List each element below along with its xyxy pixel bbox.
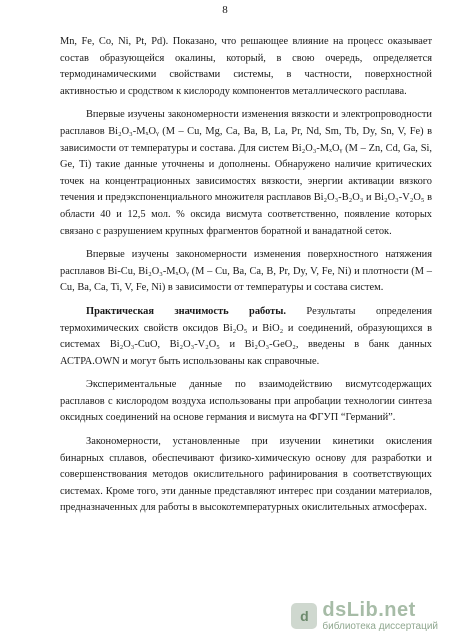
page-number: 8 [222,4,228,16]
paragraph-3: Впервые изучены закономерности изменения поверхностного натяжения расплавов Bi-Cu, Bi₂O₃-MₓOᵧ (M – Cu, Ba, Ca, B, Pr, Dy, V, Fe, Ni) и плотности (M – Cu, Ba, Ca, Ti, V, Fe, Ni) в зависимости от температуры и состава систем. [60,249,432,294]
watermark-brand: dsLib.net [322,599,416,621]
dslib-watermark [291,600,438,632]
document-body [60,34,432,524]
dslib-logo-icon: d [291,603,317,629]
paragraph-6: Закономерности, установленные при изучении кинетики окисления бинарных сплавов, обеспечивают физико-химическую основу для разработки и совершенствования методов окислительного рафинирования в соответствующих системах. Кроме того, эти данные представляют интерес при создании материалов, предназначенных для работы в высокотемпературных окислительных атмосферах. [60,436,432,514]
paragraph-1: Mn, Fe, Co, Ni, Pt, Pd). Показано, что решающее влияние на процесс оказывает состав образующейся окалины, который, в свою очередь, определяется термодинамическими свойствами системы, в частности, поверхностной активностью и сродством к кислороду компонентов металлического расплава. [60,36,432,97]
paragraph-4 [60,304,432,370]
paragraph-4-body: Результаты определения термохимических свойств оксидов Bi₂O₅ и BiO₂ и соединений, образующихся в системах Bi₂O₃-CuO, Bi₂O₃-V₂O₅ и Bi₂O₃-GeO₂, введены в банк данных АСТРА.OWN и могут быть использованы как справочные. [60,305,432,367]
practical-significance-heading: Практическая значимость работы. [86,305,286,317]
watermark-tagline: библиотека диссертаций [322,621,438,632]
paragraph-2: Впервые изучены закономерности изменения вязкости и электропроводности расплавов Bi₂O₃-MₓOᵧ (M – Cu, Mg, Ca, Ba, B, La, Pr, Nd, Sm, Tb, Dy, Sn, V, Fe) в зависимости от температуры и состава. Для систем Bi₂O₃-MₓOᵧ (M – Zn, Cd, Ga, Si, Ge, Ti) такие данные уточнены и дополнены. Обнаружено наличие критических точек на концентрационных зависимостях вязкости, энергии активации вязкого течения и предэкспоненциального множителя расплавов Bi₂O₃-B₂O₃ и Bi₂O₃-V₂O₅ в области 40 и 12,5 мол. % оксида висмута соответственно, появление которых связано с разрушением крупных фрагментов боратной и ванадатной сеток. [60,109,432,237]
paragraph-5: Экспериментальные данные по взаимодействию висмутсодержащих расплавов с кислородом воздуха использованы при апробации технологии синтеза оксидных соединений на основе германия и висмута на ФГУП “Германий”. [60,379,432,424]
